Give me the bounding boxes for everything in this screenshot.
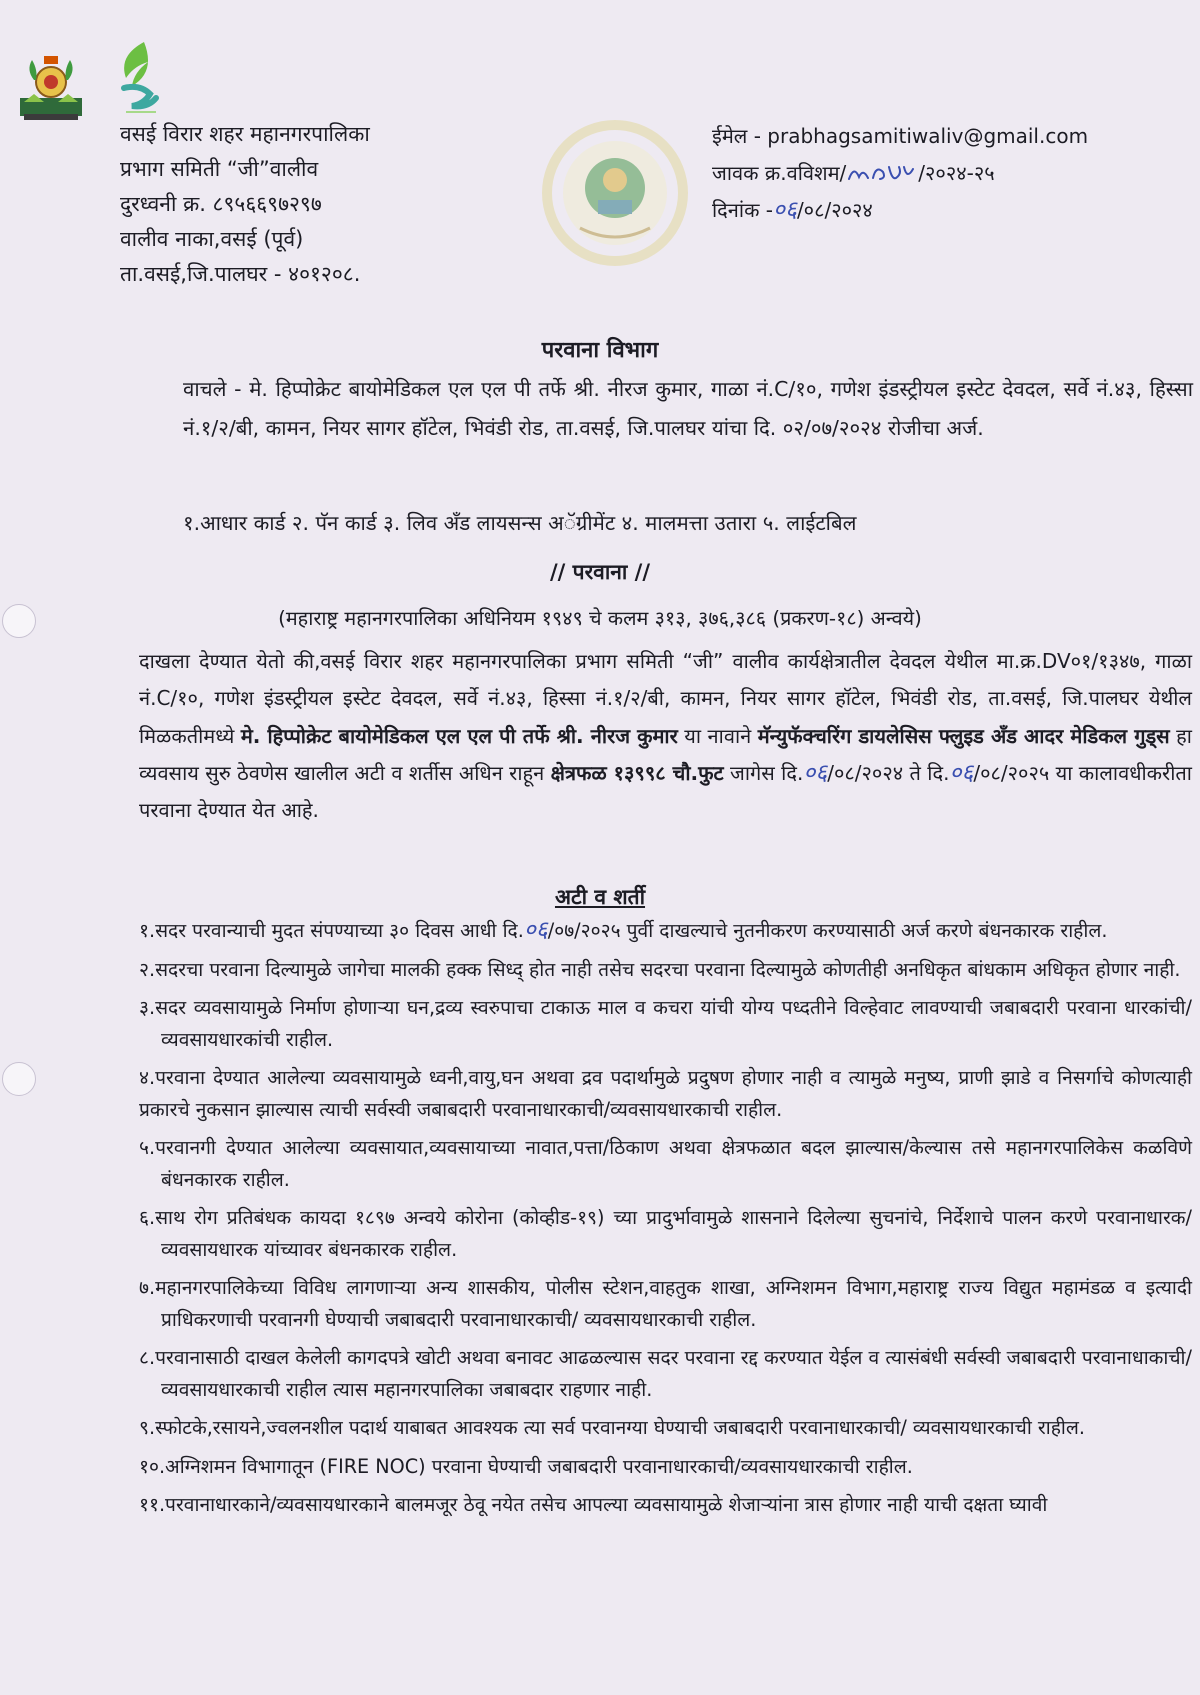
text-run: ३.सदर व्यवसायामुळे निर्माण होणाऱ्या घन,द्रव्य स्वरुपाचा टाकाऊ माल व कचरा यांची योग्य पध्दतीने विल्हेवाट लावण्याची जबाबदारी परवाना धारकांची/व्यवसायधारकांची राहील.	[139, 996, 1192, 1051]
text-run: १.सदर परवान्याची मुदत संपण्याच्या ३० दिवस आधी दि.	[139, 919, 524, 942]
text-run: या नावाने	[677, 723, 758, 748]
punch-hole	[2, 1062, 36, 1096]
outward-suffix: /२०२४-२५	[918, 161, 995, 185]
text-run: ११.परवानाधारकाने/व्यवसायधारकाने बालमजूर ठेवू नयेत तसेच आपल्या व्यवसायामुळे शेजाऱ्यांना त्रास होणार नाही याची दक्षता घ्यावी	[139, 1493, 1048, 1516]
outward-prefix: जावक क्र.वविशम/	[712, 161, 847, 185]
green-leaf-logo	[104, 38, 178, 122]
corporation-name: वसई विरार शहर महानगरपालिका	[120, 122, 370, 146]
bold-text-run: क्षेत्रफळ १३९९८ चौ.फुट	[550, 760, 724, 785]
condition-item	[139, 992, 1192, 1055]
email-line: ईमेल - prabhagsamitiwaliv@gmail.com	[712, 124, 1089, 148]
license-main-paragraph	[139, 643, 1192, 829]
bold-text-run: मे. हिप्पोक्रेट बायोमेडिकल एल एल पी तर्फे श्री. नीरज कुमार	[240, 723, 678, 748]
address-district: ता.वसई,जि.पालघर - ४०१२०८.	[120, 262, 361, 286]
text-run: ६.साथ रोग प्रतिबंधक कायदा १८९७ अन्वये कोरोना (कोव्हीड-१९) च्या प्रादुर्भावामुळे शासनाने दिलेल्या सुचनांचे, निर्देशाचे पालन करणे परवानाधारक/व्यवसायधारक यांच्यावर बंधनकारक राहील.	[139, 1206, 1192, 1261]
date-suffix: /०८/२०२४	[796, 198, 873, 222]
text-run: ८.परवानासाठी दाखल केलेली कागदपत्रे खोटी अथवा बनावट आढळल्यास सदर परवाना रद्द करण्यात येईल व त्यासंबंधी सर्वस्वी जबाबदारी परवानाधाकाची/व्यवसायधारकाची राहील त्यास महानगरपालिका जबाबदार राहणार नाही.	[139, 1346, 1192, 1401]
condition-item	[139, 1062, 1192, 1125]
conditions-heading: अटी व शर्ती	[554, 885, 646, 909]
text-run: /०७/२०२५ पुर्वी दाखल्याचे नुतनीकरण करण्यासाठी अर्ज करणे बंधनकारक राहील.	[547, 919, 1108, 942]
license-heading: // परवाना //	[549, 560, 651, 584]
handwritten-date-day: ०६	[773, 197, 797, 223]
text-run: ५.परवानगी देण्यात आलेल्या व्यवसायात,व्यवसायाच्या नावात,पत्ता/ठिकाण अथवा क्षेत्रफळात बदल झाल्यास/केल्यास तसे महानगरपालिकेस कळविणे बंधनकारक राहील.	[139, 1136, 1192, 1191]
municipal-crest-logo	[14, 50, 88, 124]
handwritten-outward-number	[846, 162, 918, 184]
condition-item	[139, 915, 1192, 947]
read-reference-paragraph: वाचले - मे. हिप्पोक्रेट बायोमेडिकल एल एल पी तर्फे श्री. नीरज कुमार, गाळा नं.C/१०, गणेश इंडस्ट्रीयल इस्टेट देवदल, सर्वे नं.४३, हिस्सा नं.१/२/बी, कामन, नियर सागर हॉटेल, भिवंडी रोड, ता.वसई, जि.पालघर यांचा दि. ०२/०७/२०२४ रोजीचा अर्ज.	[183, 377, 1193, 440]
conditions-list	[139, 915, 1192, 1528]
condition-item	[139, 1132, 1192, 1195]
text-run: दाखला देण्यात येतो की,वसई विरार शहर महानगरपालिका प्रभाग समिती “जी” वालीव कार्यक्षेत्रातील देवदल येथील मा.क्र.DV०१/१३४७, गाळा नं.C/१०, गणेश इंडस्ट्रीयल इस्टेट देवदल, सर्वे नं.४३, हिस्सा नं.१/२/बी, कामन, नियर सागर हॉटेल, भिवंडी रोड, ता.वसई, जि.पालघर येथील मिळकतीमध्ये	[139, 649, 1192, 748]
text-run: १०.अग्निशमन विभागातून (FIRE NOC) परवाना घेण्याची जबाबदारी परवानाधारकाची/व्यवसायधारकाची राहील.	[139, 1454, 913, 1478]
condition-item	[139, 1202, 1192, 1265]
handwritten-date: ०६	[949, 759, 974, 786]
condition-item	[139, 1412, 1192, 1444]
text-run: हा व्यवसाय सुरु ठेवणेस खालील अटी व शर्तीस अधिन राहून	[139, 723, 1192, 785]
condition-item	[139, 1451, 1192, 1483]
condition-item	[139, 1272, 1192, 1335]
punch-hole	[2, 604, 36, 638]
act-reference: (महाराष्ट्र महानगरपालिका अधिनियम १९४९ चे कलम ३१३, ३७६,३८६ (प्रकरण-१८) अन्वये)	[278, 607, 922, 630]
department-title: परवाना विभाग	[541, 338, 659, 363]
handwritten-date: ०६	[523, 917, 548, 943]
condition-item	[139, 954, 1192, 986]
reference-block	[712, 124, 1162, 235]
address-line: वालीव नाका,वसई (पूर्व)	[120, 227, 304, 251]
date-prefix: दिनांक -	[712, 198, 774, 222]
text-run: २.सदरचा परवाना दिल्यामुळे जागेचा मालकी हक्क सिध्द् होत नाही तसेच सदरचा परवाना दिल्यामुळे कोणतीही अनधिकृत बांधकाम अधिकृत होणार नाही.	[139, 957, 1181, 981]
text-run: ७.महानगरपालिकेच्या विविध लागणाऱ्या अन्य शासकीय, पोलीस स्टेशन,वाहतुक शाखा, अग्निशमन विभाग,महाराष्ट्र राज्य विद्युत महामंडळ व इत्यादी प्राधिकरणाची परवानगी घेण्याची जबाबदारी परवानाधारकाची/ व्यवसायधारकाची राहील.	[139, 1276, 1192, 1331]
attached-documents-line: १.आधार कार्ड २. पॅन कार्ड ३. लिव अँड लायसन्स अॅग्रीमेंट ४. मालमत्ता उतारा ५. लाईटबिल	[183, 511, 857, 535]
ward-committee: प्रभाग समिती “जी”वालीव	[120, 157, 319, 181]
outward-number	[712, 161, 1162, 185]
handwritten-date: ०६	[803, 759, 828, 786]
condition-item	[139, 1489, 1192, 1521]
date-line	[712, 198, 1162, 222]
text-run: ९.स्फोटके,रसायने,ज्वलनशील पदार्थ याबाबत आवश्यक त्या सर्व परवानग्या घेण्याची जबाबदारी परवानाधारकाची/ व्यवसायधारकाची राहील.	[139, 1416, 1085, 1439]
text-run: /०८/२०२५ या कालावधीकरीता परवाना देण्यात येत आहे.	[139, 760, 1192, 823]
bold-text-run: मॅन्युफॅक्चरिंग डायलेसिस फ्लुइड अँड आदर मेडिकल गुड्स	[757, 723, 1170, 748]
phone-number: दुरध्वनी क्र. ८९५६६९७२९७	[120, 192, 322, 216]
text-run: जागेस दि.	[723, 760, 804, 785]
text-run: /०८/२०२४ ते दि.	[827, 760, 950, 785]
condition-item	[139, 1342, 1192, 1405]
text-run: ४.परवाना देण्यात आलेल्या व्यवसायामुळे ध्वनी,वायु,घन अथवा द्रव पदार्थामुळे प्रदुषण होणार नाही व त्यामुळे मनुष्य, प्राणी झाडे व निसर्गाचे कोणत्याही प्रकारचे नुकसान झाल्यास त्याची सर्वस्वी जबाबदारी परवानाधारकाची/व्यवसायधारकाची राहील.	[139, 1066, 1192, 1121]
office-address-block	[120, 122, 590, 297]
